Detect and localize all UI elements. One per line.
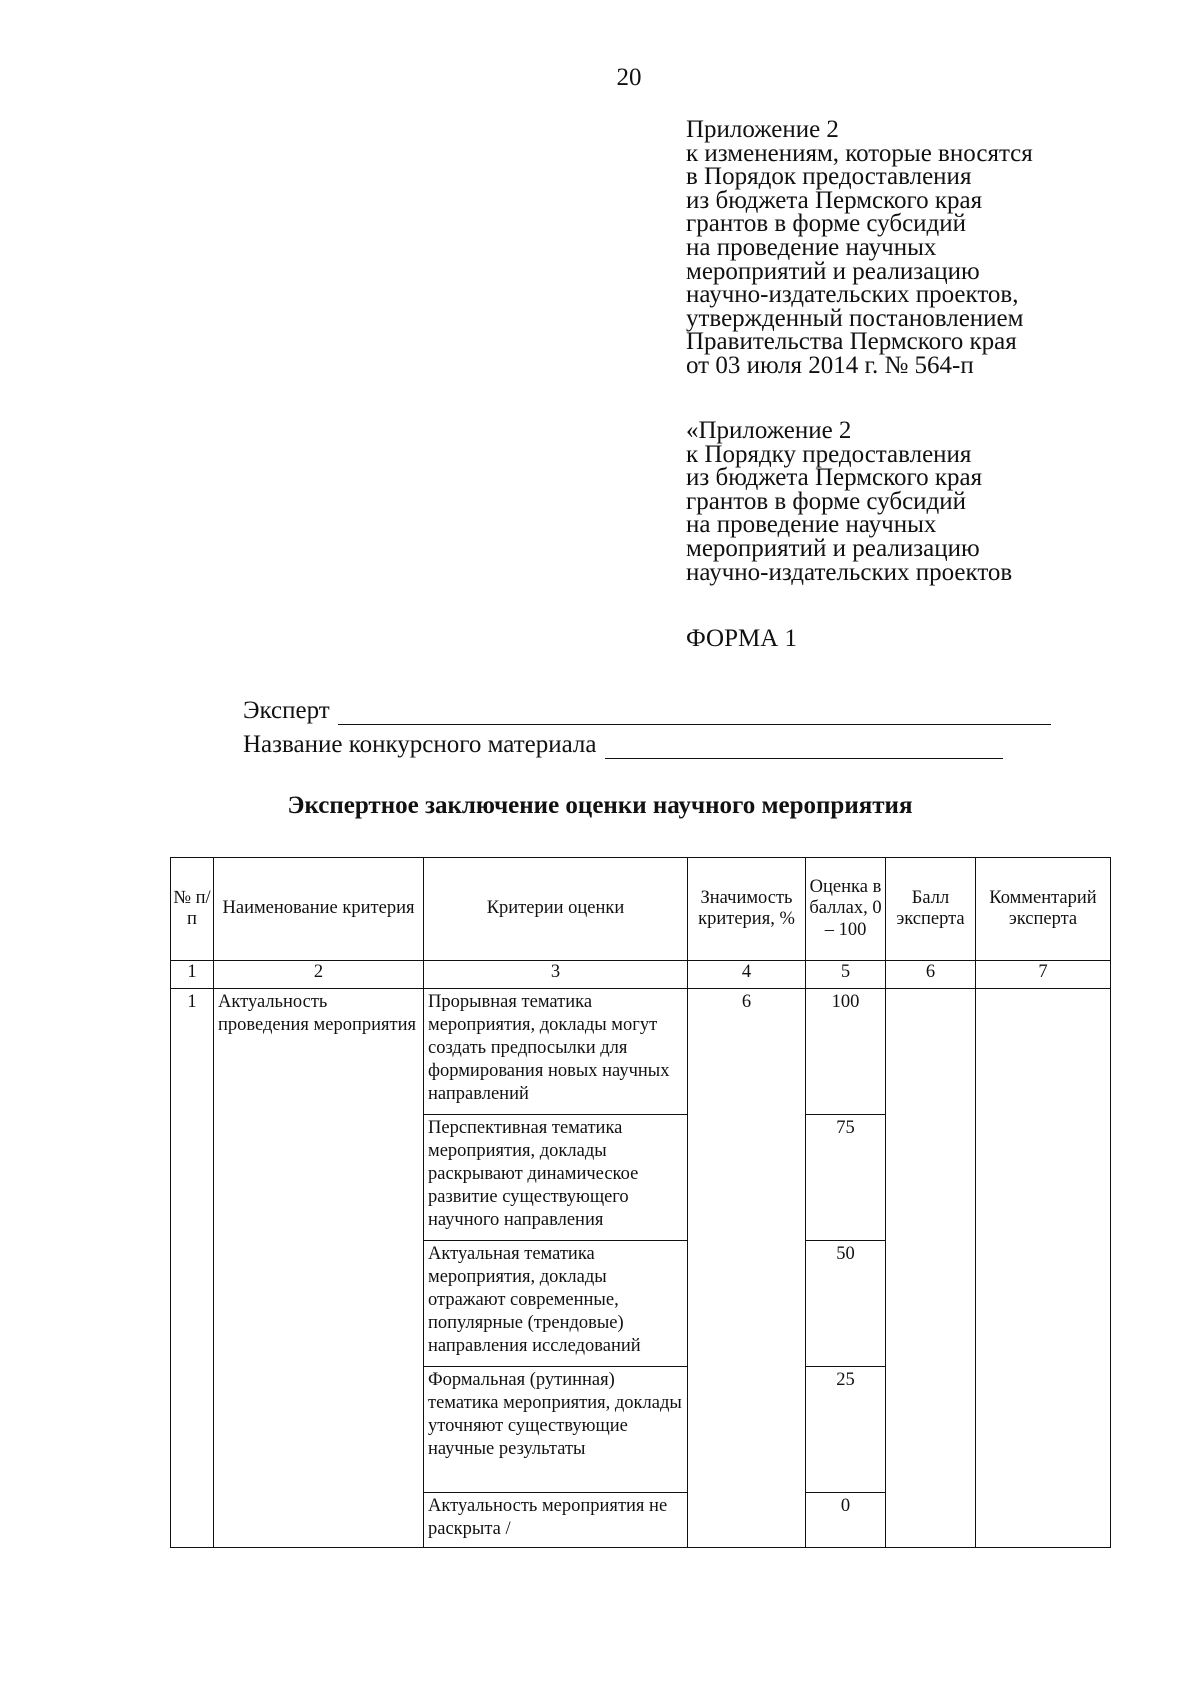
expert-blank-line[interactable]	[338, 702, 1051, 725]
material-blank-line[interactable]	[605, 736, 1003, 759]
column-number-row	[171, 961, 1111, 989]
grade-description: Формальная (рутинная) тематика мероприятия, доклады уточняют существующие научные результаты	[424, 1367, 688, 1493]
column-number: 6	[886, 961, 976, 989]
material-label: Название конкурсного материала	[243, 731, 597, 758]
material-field-row	[243, 731, 1003, 759]
column-number: 4	[688, 961, 806, 989]
column-number: 2	[214, 961, 424, 989]
appendix-line: к Порядку предоставления	[686, 440, 972, 468]
grade-score: 75	[806, 1115, 886, 1241]
annex-line: на проведение научных	[686, 233, 937, 261]
annex-line: грантов в форме субсидий	[686, 210, 967, 238]
evaluation-table	[170, 857, 1111, 1548]
grade-score: 25	[806, 1367, 886, 1493]
row-number: 1	[171, 989, 214, 1548]
appendix-header	[686, 419, 1012, 584]
table-row	[171, 989, 1111, 1115]
annex-header	[686, 118, 1033, 378]
annex-line: мероприятий и реализацию	[686, 257, 980, 285]
appendix-line: на проведение научных	[686, 511, 937, 539]
form-label: ФОРМА 1	[686, 625, 798, 652]
page-number: 20	[616, 64, 642, 91]
annex-line: Правительства Пермского края	[686, 328, 1017, 356]
expert-field-row	[243, 697, 1051, 725]
header-evaluation-criteria: Критерии оценки	[424, 858, 688, 961]
expert-comment-cell[interactable]	[976, 989, 1111, 1548]
appendix-line: «Приложение 2	[686, 417, 852, 444]
annex-line: от 03 июля 2014 г. № 564-п	[686, 351, 974, 379]
annex-line: утвержденный постановлением	[686, 304, 1024, 332]
grade-score: 50	[806, 1241, 886, 1367]
header-weight: Значимость критерия, %	[688, 858, 806, 961]
header-score-range: Оценка в баллах, 0 – 100	[806, 858, 886, 961]
annex-line: Приложение 2	[686, 116, 839, 143]
appendix-line: мероприятий и реализацию	[686, 534, 980, 562]
column-number: 1	[171, 961, 214, 989]
annex-line: научно-издательских проектов,	[686, 281, 1019, 309]
annex-line: в Порядок предоставления	[686, 163, 972, 191]
criterion-name: Актуальность проведения мероприятия	[214, 989, 424, 1548]
appendix-line: из бюджета Пермского края	[686, 464, 983, 492]
grade-score: 100	[806, 989, 886, 1115]
grade-description: Актуальность мероприятия не раскрыта /	[424, 1493, 688, 1548]
appendix-line: научно-издательских проектов	[686, 558, 1013, 586]
column-number: 3	[424, 961, 688, 989]
grade-description: Прорывная тематика мероприятия, доклады могут создать предпосылки для формирования новых научных направлений	[424, 989, 688, 1115]
column-number: 5	[806, 961, 886, 989]
grade-score: 0	[806, 1493, 886, 1548]
header-expert-score: Балл эксперта	[886, 858, 976, 961]
column-number: 7	[976, 961, 1111, 989]
table-header-row	[171, 858, 1111, 961]
document-title: Экспертное заключение оценки научного мероприятия	[287, 792, 913, 819]
header-criterion-name: Наименование критерия	[214, 858, 424, 961]
annex-line: из бюджета Пермского края	[686, 186, 983, 214]
expert-score-cell[interactable]	[886, 989, 976, 1548]
grade-description: Актуальная тематика мероприятия, доклады отражают современные, популярные (трендовые) направления исследований	[424, 1241, 688, 1367]
appendix-line: грантов в форме субсидий	[686, 487, 967, 515]
expert-label: Эксперт	[243, 697, 330, 724]
annex-line: к изменениям, которые вносятся	[686, 139, 1033, 167]
grade-description: Перспективная тематика мероприятия, доклады раскрывают динамическое развитие существующего научного направления	[424, 1115, 688, 1241]
header-number: № п/п	[171, 858, 214, 961]
criterion-weight: 6	[688, 989, 806, 1548]
header-expert-comment: Комментарий эксперта	[976, 858, 1111, 961]
